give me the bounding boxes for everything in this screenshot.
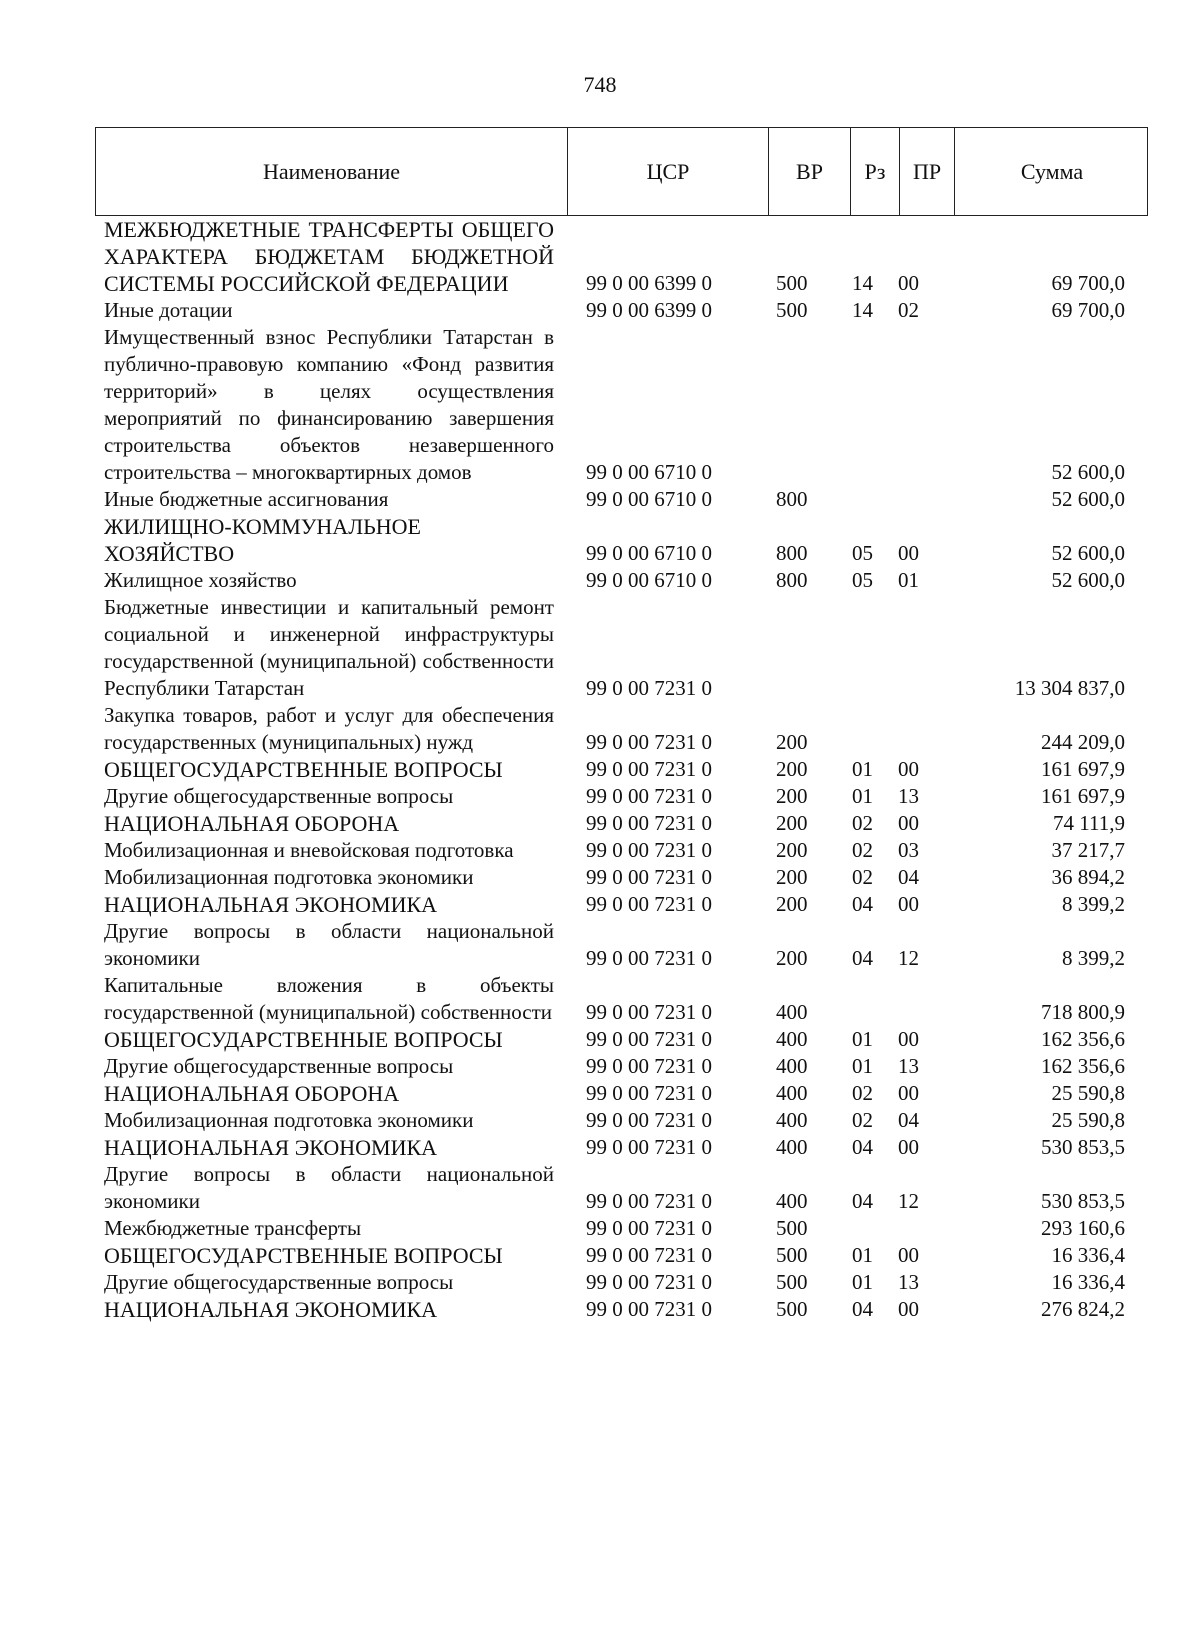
row-name: МЕЖБЮДЖЕТНЫЕ ТРАНСФЕРТЫ ОБЩЕГО ХАРАКТЕРА БЮДЖЕТАМ БЮДЖЕТНОЙ СИСТЕМЫ РОССИЙСКОЙ ФЕДЕРАЦИИ bbox=[104, 217, 554, 296]
row-pr: 01 bbox=[898, 568, 919, 592]
row-name: Мобилизационная подготовка экономики bbox=[104, 865, 474, 889]
row-csr: 99 0 00 7231 0 bbox=[586, 1027, 712, 1051]
row-sum: 718 800,9 bbox=[1041, 1000, 1125, 1024]
row-rz: 02 bbox=[852, 838, 873, 862]
row-pr: 00 bbox=[898, 811, 919, 835]
row-name: Жилищное хозяйство bbox=[104, 568, 297, 592]
row-pr: 13 bbox=[898, 784, 919, 808]
table-row bbox=[0, 972, 1200, 1026]
row-pr: 03 bbox=[898, 838, 919, 862]
table-row bbox=[0, 1215, 1200, 1242]
row-pr: 00 bbox=[898, 271, 919, 295]
row-csr: 99 0 00 7231 0 bbox=[586, 730, 712, 754]
table-row bbox=[0, 297, 1200, 324]
row-csr: 99 0 00 6399 0 bbox=[586, 271, 712, 295]
header-name: Наименование bbox=[262, 158, 401, 184]
row-sum: 162 356,6 bbox=[1041, 1027, 1125, 1051]
table-row bbox=[0, 567, 1200, 594]
row-name: Другие вопросы в области национальной экономики bbox=[104, 1162, 554, 1213]
table-row bbox=[0, 513, 1200, 567]
row-rz: 02 bbox=[852, 1081, 873, 1105]
row-vr: 200 bbox=[776, 730, 808, 754]
row-rz: 04 bbox=[852, 892, 873, 916]
row-csr: 99 0 00 7231 0 bbox=[586, 838, 712, 862]
row-name: НАЦИОНАЛЬНАЯ ЭКОНОМИКА bbox=[104, 892, 438, 917]
row-pr: 00 bbox=[898, 1135, 919, 1159]
row-name: Бюджетные инвестиции и капитальный ремонт социальной и инженерной инфраструктуры государственной (муниципальной) собственности Республики Татарстан bbox=[104, 595, 554, 700]
header-sum: Сумма bbox=[954, 128, 1149, 215]
row-sum: 161 697,9 bbox=[1041, 784, 1125, 808]
row-vr: 200 bbox=[776, 865, 808, 889]
row-sum: 69 700,0 bbox=[1051, 298, 1125, 322]
row-csr: 99 0 00 7231 0 bbox=[586, 865, 712, 889]
header-csr: ЦСР bbox=[567, 128, 768, 215]
row-vr: 400 bbox=[776, 1000, 808, 1024]
row-sum: 162 356,6 bbox=[1041, 1054, 1125, 1078]
table-row bbox=[0, 837, 1200, 864]
row-rz: 04 bbox=[852, 1297, 873, 1321]
row-vr: 200 bbox=[776, 838, 808, 862]
table-body bbox=[0, 216, 1200, 1323]
row-name: Имущественный взнос Республики Татарстан в публично-правовую компанию «Фонд развития территорий» в целях осуществления мероприятий по финансированию завершения строительства объектов незавершенного строительства – многоквартирных домов bbox=[104, 325, 554, 484]
row-name: Капитальные вложения в объекты государственной (муниципальной) собственности bbox=[104, 973, 554, 1024]
row-rz: 01 bbox=[852, 1054, 873, 1078]
row-pr: 04 bbox=[898, 865, 919, 889]
row-name: Другие общегосударственные вопросы bbox=[104, 784, 454, 808]
row-sum: 8 399,2 bbox=[1062, 892, 1125, 916]
row-name: Другие общегосударственные вопросы bbox=[104, 1270, 454, 1294]
row-vr: 400 bbox=[776, 1135, 808, 1159]
row-name: Мобилизационная и вневойсковая подготовка bbox=[104, 838, 514, 862]
row-vr: 500 bbox=[776, 1270, 808, 1294]
row-pr: 12 bbox=[898, 1189, 919, 1213]
row-sum: 530 853,5 bbox=[1041, 1189, 1125, 1213]
row-rz: 01 bbox=[852, 784, 873, 808]
row-csr: 99 0 00 6710 0 bbox=[586, 460, 712, 484]
row-rz: 14 bbox=[852, 298, 873, 322]
row-name: Другие вопросы в области национальной экономики bbox=[104, 919, 554, 970]
row-sum: 13 304 837,0 bbox=[1014, 676, 1125, 700]
row-csr: 99 0 00 6399 0 bbox=[586, 298, 712, 322]
row-pr: 12 bbox=[898, 946, 919, 970]
row-csr: 99 0 00 7231 0 bbox=[586, 1108, 712, 1132]
row-csr: 99 0 00 7231 0 bbox=[586, 1270, 712, 1294]
row-pr: 13 bbox=[898, 1270, 919, 1294]
row-vr: 500 bbox=[776, 271, 808, 295]
row-sum: 52 600,0 bbox=[1051, 460, 1125, 484]
header-pr: ПР bbox=[899, 128, 954, 215]
row-rz: 01 bbox=[852, 1243, 873, 1267]
table-row bbox=[0, 1269, 1200, 1296]
row-pr: 00 bbox=[898, 892, 919, 916]
row-rz: 04 bbox=[852, 1135, 873, 1159]
row-rz: 01 bbox=[852, 1027, 873, 1051]
row-pr: 02 bbox=[898, 298, 919, 322]
row-vr: 800 bbox=[776, 568, 808, 592]
row-pr: 00 bbox=[898, 1081, 919, 1105]
table-row bbox=[0, 918, 1200, 972]
row-sum: 69 700,0 bbox=[1051, 271, 1125, 295]
row-name: НАЦИОНАЛЬНАЯ ОБОРОНА bbox=[104, 1081, 400, 1106]
row-sum: 16 336,4 bbox=[1051, 1270, 1125, 1294]
row-name: Мобилизационная подготовка экономики bbox=[104, 1108, 474, 1132]
row-csr: 99 0 00 7231 0 bbox=[586, 1297, 712, 1321]
row-vr: 500 bbox=[776, 298, 808, 322]
row-sum: 52 600,0 bbox=[1051, 568, 1125, 592]
row-pr: 00 bbox=[898, 1027, 919, 1051]
row-csr: 99 0 00 7231 0 bbox=[586, 1081, 712, 1105]
header-vr: ВР bbox=[768, 128, 850, 215]
table-row bbox=[0, 1080, 1200, 1107]
table-row bbox=[0, 1242, 1200, 1269]
row-vr: 200 bbox=[776, 811, 808, 835]
row-rz: 04 bbox=[852, 946, 873, 970]
table-row bbox=[0, 864, 1200, 891]
row-csr: 99 0 00 6710 0 bbox=[586, 487, 712, 511]
row-csr: 99 0 00 7231 0 bbox=[586, 1216, 712, 1240]
row-sum: 52 600,0 bbox=[1051, 541, 1125, 565]
row-csr: 99 0 00 7231 0 bbox=[586, 784, 712, 808]
table-row bbox=[0, 702, 1200, 756]
page-number: 748 bbox=[583, 72, 617, 97]
row-sum: 276 824,2 bbox=[1041, 1297, 1125, 1321]
table-row bbox=[0, 1296, 1200, 1323]
row-csr: 99 0 00 7231 0 bbox=[586, 946, 712, 970]
table-row bbox=[0, 1107, 1200, 1134]
row-sum: 293 160,6 bbox=[1041, 1216, 1125, 1240]
row-vr: 200 bbox=[776, 892, 808, 916]
row-csr: 99 0 00 7231 0 bbox=[586, 1000, 712, 1024]
row-sum: 161 697,9 bbox=[1041, 757, 1125, 781]
table-row bbox=[0, 1053, 1200, 1080]
row-csr: 99 0 00 6710 0 bbox=[586, 568, 712, 592]
row-sum: 36 894,2 bbox=[1051, 865, 1125, 889]
row-name: Закупка товаров, работ и услуг для обеспечения государственных (муниципальных) нужд bbox=[104, 703, 554, 754]
row-rz: 01 bbox=[852, 1270, 873, 1294]
table-row bbox=[0, 486, 1200, 513]
row-name: Иные дотации bbox=[104, 298, 233, 322]
row-pr: 04 bbox=[898, 1108, 919, 1132]
row-sum: 244 209,0 bbox=[1041, 730, 1125, 754]
row-csr: 99 0 00 7231 0 bbox=[586, 1135, 712, 1159]
row-pr: 00 bbox=[898, 541, 919, 565]
row-vr: 400 bbox=[776, 1108, 808, 1132]
table-header bbox=[95, 127, 1148, 216]
row-name: НАЦИОНАЛЬНАЯ ЭКОНОМИКА bbox=[104, 1297, 438, 1322]
table-row bbox=[0, 810, 1200, 837]
row-csr: 99 0 00 7231 0 bbox=[586, 676, 712, 700]
table-row bbox=[0, 1134, 1200, 1161]
row-vr: 400 bbox=[776, 1081, 808, 1105]
row-sum: 530 853,5 bbox=[1041, 1135, 1125, 1159]
table-row bbox=[0, 783, 1200, 810]
row-pr: 00 bbox=[898, 1297, 919, 1321]
row-name: ОБЩЕГОСУДАРСТВЕННЫЕ ВОПРОСЫ bbox=[104, 757, 503, 782]
row-name: НАЦИОНАЛЬНАЯ ОБОРОНА bbox=[104, 811, 400, 836]
row-sum: 25 590,8 bbox=[1051, 1108, 1125, 1132]
row-vr: 500 bbox=[776, 1297, 808, 1321]
table-row bbox=[0, 1026, 1200, 1053]
row-pr: 13 bbox=[898, 1054, 919, 1078]
table-row bbox=[0, 1161, 1200, 1215]
row-csr: 99 0 00 6710 0 bbox=[586, 541, 712, 565]
row-sum: 52 600,0 bbox=[1051, 487, 1125, 511]
row-csr: 99 0 00 7231 0 bbox=[586, 757, 712, 781]
row-vr: 200 bbox=[776, 946, 808, 970]
row-name: НАЦИОНАЛЬНАЯ ЭКОНОМИКА bbox=[104, 1135, 438, 1160]
row-name: ЖИЛИЩНО-КОММУНАЛЬНОЕ ХОЗЯЙСТВО bbox=[104, 514, 421, 566]
row-rz: 04 bbox=[852, 1189, 873, 1213]
row-rz: 14 bbox=[852, 271, 873, 295]
row-csr: 99 0 00 7231 0 bbox=[586, 1243, 712, 1267]
row-vr: 400 bbox=[776, 1054, 808, 1078]
row-name: Межбюджетные трансферты bbox=[104, 1216, 362, 1240]
table-row bbox=[0, 324, 1200, 486]
row-pr: 00 bbox=[898, 1243, 919, 1267]
row-name: ОБЩЕГОСУДАРСТВЕННЫЕ ВОПРОСЫ bbox=[104, 1243, 503, 1268]
row-name: Другие общегосударственные вопросы bbox=[104, 1054, 454, 1078]
row-csr: 99 0 00 7231 0 bbox=[586, 1189, 712, 1213]
row-rz: 05 bbox=[852, 541, 873, 565]
row-vr: 200 bbox=[776, 757, 808, 781]
row-rz: 05 bbox=[852, 568, 873, 592]
row-csr: 99 0 00 7231 0 bbox=[586, 892, 712, 916]
row-vr: 500 bbox=[776, 1216, 808, 1240]
row-sum: 16 336,4 bbox=[1051, 1243, 1125, 1267]
row-csr: 99 0 00 7231 0 bbox=[586, 1054, 712, 1078]
row-sum: 8 399,2 bbox=[1062, 946, 1125, 970]
row-sum: 25 590,8 bbox=[1051, 1081, 1125, 1105]
row-pr: 00 bbox=[898, 757, 919, 781]
row-rz: 01 bbox=[852, 757, 873, 781]
row-name: Иные бюджетные ассигнования bbox=[104, 487, 389, 511]
row-rz: 02 bbox=[852, 811, 873, 835]
header-rz: Рз bbox=[850, 128, 899, 215]
table-row bbox=[0, 216, 1200, 297]
row-rz: 02 bbox=[852, 865, 873, 889]
row-vr: 500 bbox=[776, 1243, 808, 1267]
row-vr: 800 bbox=[776, 487, 808, 511]
row-vr: 200 bbox=[776, 784, 808, 808]
row-sum: 74 111,9 bbox=[1053, 811, 1125, 835]
row-vr: 400 bbox=[776, 1027, 808, 1051]
row-rz: 02 bbox=[852, 1108, 873, 1132]
row-vr: 400 bbox=[776, 1189, 808, 1213]
table-row bbox=[0, 594, 1200, 702]
table-row bbox=[0, 891, 1200, 918]
row-csr: 99 0 00 7231 0 bbox=[586, 811, 712, 835]
row-vr: 800 bbox=[776, 541, 808, 565]
row-sum: 37 217,7 bbox=[1051, 838, 1125, 862]
table-row bbox=[0, 756, 1200, 783]
row-name: ОБЩЕГОСУДАРСТВЕННЫЕ ВОПРОСЫ bbox=[104, 1027, 503, 1052]
